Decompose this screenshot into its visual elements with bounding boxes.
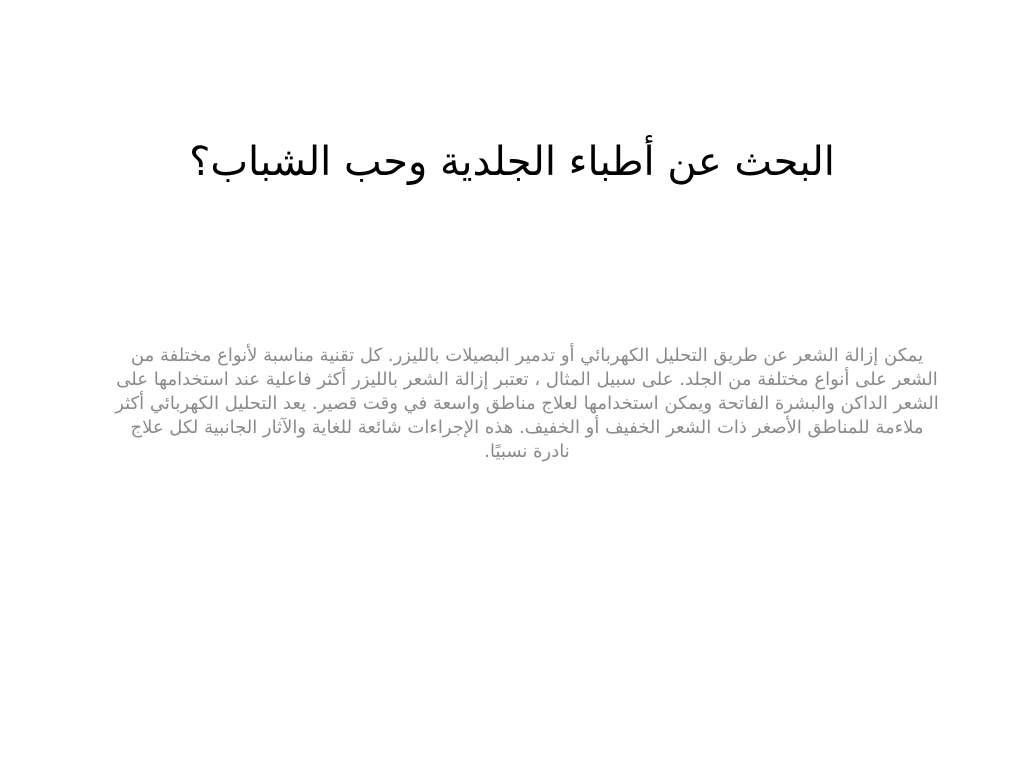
slide-title: البحث عن أطباء الجلدية وحب الشباب؟: [189, 139, 835, 185]
slide-body-text: يمكن إزالة الشعر عن طريق التحليل الكهربائي أو تدمير البصيلات بالليزر. كل تقنية مناسبة لأنواع مختلفة من الشعر على أنواع مختلفة من الجلد. على سبيل المثال ، تعتبر إزالة الشعر بالليزر أكثر فاعلية عند استخدامها على الشعر الداكن والبشرة الفاتحة ويمكن استخدامها لعلاج مناطق واسعة في وقت قصير. يعد التحليل الكهربائي أكثر ملاءمة للمناطق الأصغر ذات الشعر الخفيف أو الخفيف. هذه الإجراءات شائعة للغاية والآثار الجانبية لكل علاج نادرة نسبيًا.: [115, 345, 939, 462]
